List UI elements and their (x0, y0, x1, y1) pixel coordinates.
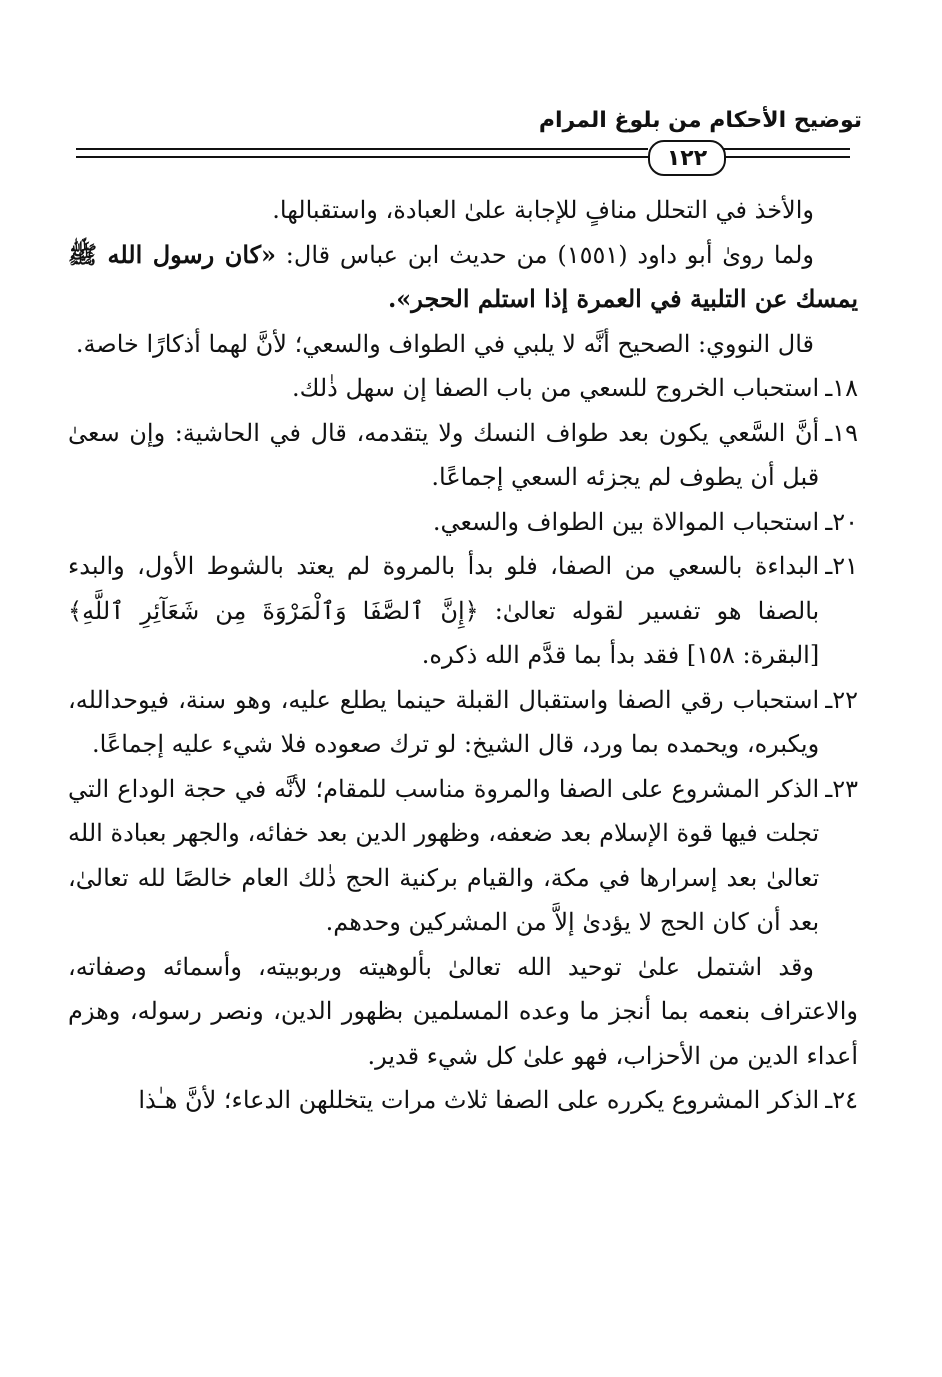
page-body (68, 188, 858, 1123)
header-rule-right-bottom (722, 156, 850, 158)
list-item (68, 1078, 858, 1123)
item-number: ١٩ـ (825, 418, 858, 447)
item-text: أنَّ السَّعي يكون بعد طواف النسك ولا يتقدمه، قال في الحاشية: وإن سعىٰ قبل أن يطوف لم يجزئه السعي إجماعًا. (68, 418, 820, 491)
item-text: الذكر المشروع يكرره على الصفا ثلاث مرات يتخللهن الدعاء؛ لأنَّ هـٰذا (138, 1086, 820, 1114)
item-number: ١٨ـ (825, 374, 858, 402)
hadith-quote: «كان رسول الله ﷺ يمسك عن التلبية في العمرة إذا استلم الحجر». (68, 239, 858, 313)
paragraph-intro: ولما روىٰ أبو داود (١٥٥١) من حديث ابن عباس قال: (276, 240, 815, 269)
list-item (68, 411, 858, 500)
list-item (68, 366, 858, 411)
item-number: ٢٠ـ (825, 507, 858, 536)
paragraph: والأخذ في التحلل منافٍ للإجابة علىٰ العبادة، واستقبالها. (272, 196, 814, 224)
item-text: البداءة بالسعي من الصفا، فلو بدأ بالمروة لم يعتد بالشوط الأول، والبدء بالصفا هو تفسير لقوله تعالىٰ: ﴿إِنَّ ٱلصَّفَا وَٱلْمَرْوَةَ مِن شَعَآئِرِ ٱللَّهِ﴾ [البقرة: ١٥٨] فقد بدأ بما قدَّم الله ذكره. (68, 552, 820, 669)
item-number: ٢٤ـ (825, 1086, 858, 1114)
page-number: ١٢٢ (648, 140, 726, 176)
paragraph: وقد اشتمل علىٰ توحيد الله تعالىٰ بألوهيته وربوبيته، وأسمائه وصفاته، والاعتراف بنعمه بما أنجز ما وعده المسلمين بظهور الدين، ونصر رسوله، وهزم أعداء الدين من الأحزاب، فهو علىٰ كل شيء قدير. (68, 952, 858, 1070)
item-text: استحباب الخروج للسعي من باب الصفا إن سهل ذٰلك. (291, 374, 820, 402)
paragraph (68, 233, 858, 322)
list-item (68, 500, 858, 545)
book-title: توضيح الأحكام من بلوغ المرام (538, 108, 862, 133)
item-number: ٢٢ـ (825, 685, 858, 714)
item-text: استحباب رقي الصفا واستقبال القبلة حينما يطلع عليه، وهو سنة، فيوحدالله، ويكبره، ويحمده بما ورد، قال الشيخ: لو ترك صعوده فلا شيء عليه إجماعًا. (68, 685, 820, 758)
item-number: ٢١ـ (825, 552, 858, 580)
item-text: استحباب الموالاة بين الطواف والسعي. (432, 507, 820, 536)
item-number: ٢٣ـ (825, 774, 858, 803)
header-rule-right-top (722, 148, 850, 150)
paragraph: قال النووي: الصحيح أنَّه لا يلبي في الطواف والسعي؛ لأنَّ لهما أذكارًا خاصة. (75, 329, 814, 358)
list-item (68, 767, 858, 945)
header-rule-left-top (76, 148, 648, 150)
list-item (68, 544, 858, 678)
header-rule-left-bottom (76, 156, 648, 158)
list-item (68, 678, 858, 767)
item-text: الذكر المشروع على الصفا والمروة مناسب للمقام؛ لأنَّه في حجة الوداع التي تجلت فيها قوة الإسلام بعد ضعفه، وظهور الدين بعد خفائه، والجهر بعبادة الله تعالىٰ بعد إسرارها في مكة، والقيام بركنية الحج ذٰلك العام خالصًا لله تعالىٰ، بعد أن كان الحج لا يؤدىٰ إلاَّ من المشركين وحدهم. (68, 774, 820, 936)
